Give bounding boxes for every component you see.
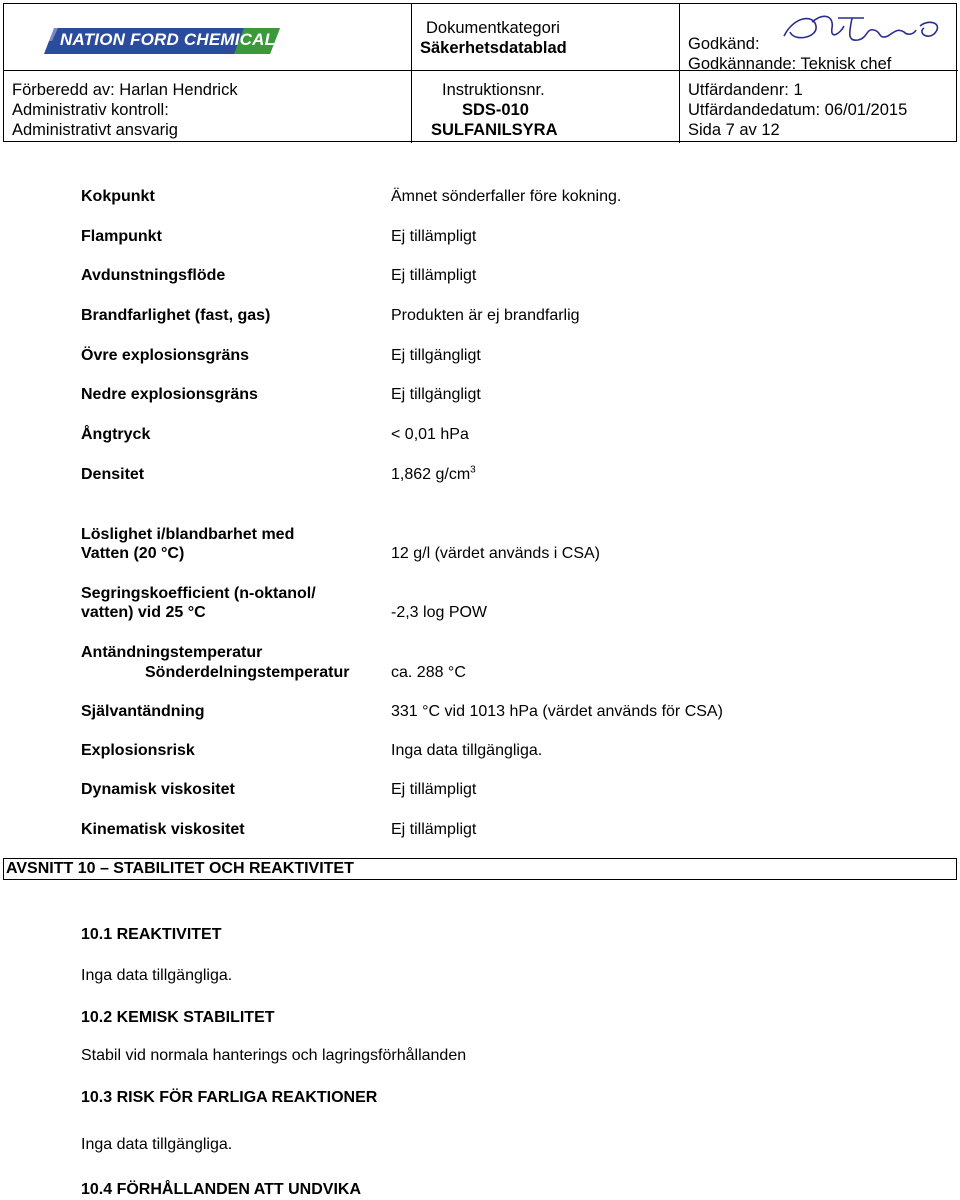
property-value: Produkten är ej brandfarlig: [391, 307, 580, 324]
prepared-by: Förberedd av: Harlan Hendrick: [12, 81, 238, 99]
property-label: Självantändning: [81, 703, 205, 720]
property-label: Avdunstningsflöde: [81, 267, 226, 284]
solubility-label-line1: Löslighet i/blandbarhet med: [81, 526, 295, 543]
property-value: 331 °C vid 1013 hPa (värdet används för CSA): [391, 703, 723, 720]
admin-responsible: Administrativt ansvarig: [12, 121, 178, 139]
property-value: Ämnet sönderfaller före kokning.: [391, 188, 622, 205]
ignition-label: Antändningstemperatur: [81, 644, 263, 661]
property-label: Ångtryck: [81, 426, 151, 443]
property-label: Nedre explosionsgräns: [81, 386, 258, 403]
page-number: Sida 7 av 12: [688, 121, 780, 139]
section-10-title: AVSNITT 10 – STABILITET OCH REAKTIVITET: [3, 858, 957, 880]
decomposition-value: ca. 288 °C: [391, 664, 466, 681]
density-value: 1,862 $g/cm^3$: [391, 464, 476, 483]
subsection-text: Inga data tillgängliga.: [81, 1136, 233, 1153]
solubility-label-line2: Vatten (20 °C): [81, 545, 185, 562]
issue-date: Utfärdandedatum: 06/01/2015: [688, 101, 908, 119]
density-exponent: 3: [470, 464, 476, 476]
property-label: Kokpunkt: [81, 188, 155, 205]
doc-category-label: Dokumentkategori: [426, 19, 560, 37]
subsection-heading: 10.1 REAKTIVITET: [81, 926, 222, 943]
property-label: Flampunkt: [81, 228, 162, 245]
decomposition-label: Sönderdelningstemperatur: [145, 664, 350, 681]
solubility-value: 12 g/l (värdet används i CSA): [391, 545, 600, 562]
admin-control: Administrativ kontroll:: [12, 101, 169, 119]
company-name: NATION FORD CHEMICAL: [60, 30, 276, 49]
density-label: Densitet: [81, 466, 145, 483]
property-value: Inga data tillgängliga.: [391, 742, 543, 759]
subsection-text: Inga data tillgängliga.: [81, 967, 233, 984]
property-value: Ej tillgängligt: [391, 386, 481, 403]
document-header: [3, 3, 957, 142]
product-name: SULFANILSYRA: [431, 121, 558, 139]
instruction-number: SDS-010: [462, 101, 529, 119]
subsection-text: Stabil vid normala hanterings och lagringsförhållanden: [81, 1047, 467, 1064]
issue-number: Utfärdandenr: 1: [688, 81, 803, 99]
approver: Godkännande: Teknisk chef: [688, 55, 892, 73]
property-value: Ej tillämpligt: [391, 781, 477, 798]
property-label: Övre explosionsgräns: [81, 347, 250, 364]
approved-label: Godkänd:: [688, 35, 760, 53]
property-label: Explosionsrisk: [81, 742, 195, 759]
partition-label-line2: vatten) vid 25 °C: [81, 604, 206, 621]
instruction-label: Instruktionsnr.: [442, 81, 545, 99]
subsection-heading: 10.2 KEMISK STABILITET: [81, 1009, 275, 1026]
subsection-heading: 10.4 FÖRHÅLLANDEN ATT UNDVIKA: [81, 1181, 362, 1198]
property-value: < 0,01 hPa: [391, 426, 469, 443]
property-value: Ej tillämpligt: [391, 267, 477, 284]
property-label: Kinematisk viskositet: [81, 821, 245, 838]
doc-category: Säkerhetsdatablad: [420, 39, 567, 57]
partition-label-line1: Segringskoefficient (n-oktanol/: [81, 585, 316, 602]
property-value: Ej tillämpligt: [391, 228, 477, 245]
property-value: Ej tillgängligt: [391, 347, 481, 364]
partition-value: -2,3 log POW: [391, 604, 488, 621]
subsection-heading: 10.3 RISK FÖR FARLIGA REAKTIONER: [81, 1089, 378, 1106]
property-label: Brandfarlighet (fast, gas): [81, 307, 271, 324]
signature-icon: [774, 12, 950, 52]
property-label: Dynamisk viskositet: [81, 781, 235, 798]
property-value: Ej tillämpligt: [391, 821, 477, 838]
